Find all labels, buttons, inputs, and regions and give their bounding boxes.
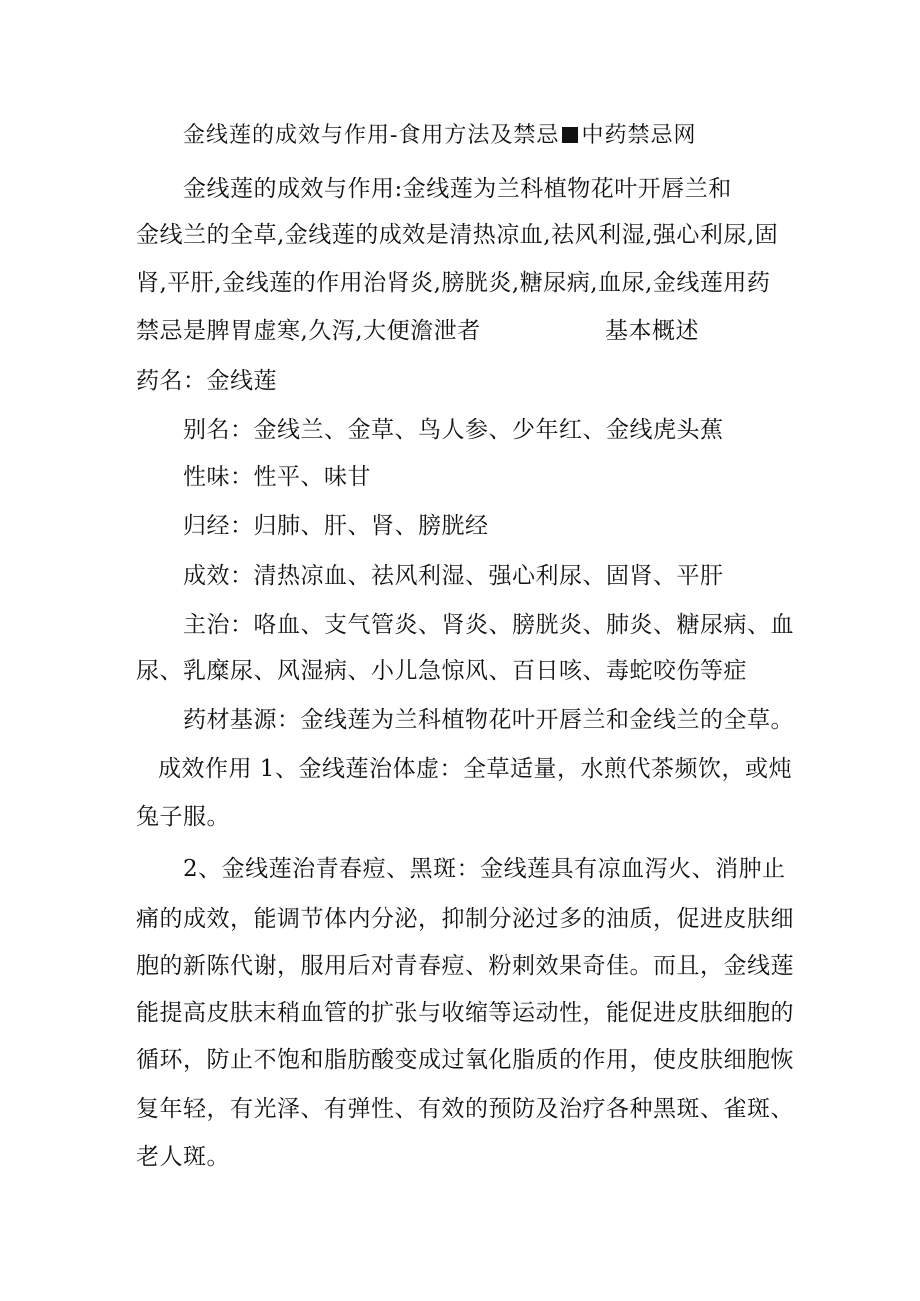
intro-line-3: 肾,平肝,金线莲的作用治肾炎,膀胱炎,糖尿病,血尿,金线莲用药 [136,270,771,296]
effect2-line-7: 老人斑。 [136,1144,230,1170]
effect1-line-2: 兔子服。 [136,804,230,830]
indications-line-2: 尿、乳糜尿、风湿病、小儿急惊风、百日咳、毒蛇咬伤等症 [136,658,747,684]
title-text-after: 中药禁忌网 [581,123,697,148]
effect1-line-1: 成效作用 1、金线莲治体虚：全草适量，水煎代茶频饮，或炖 [158,756,792,782]
indications-line-1: 主治：咯血、支气管炎、肾炎、膀胱炎、肺炎、糖尿病、血 [183,612,794,638]
effect2-line-6: 复年轻，有光泽、有弹性、有效的预防及治疗各种黑斑、雀斑、 [136,1096,794,1122]
intro-line-2: 金线兰的全草,金线莲的成效是清热凉血,祛风利湿,强心利尿,固 [136,222,779,248]
nature-taste: 性味：性平、味甘 [183,464,371,490]
overview-heading: 基本概述 [605,318,699,344]
intro-line-1: 金线莲的成效与作用:金线莲为兰科植物花叶开唇兰和 [183,176,732,202]
effect2-line-4: 能提高皮肤末稍血管的扩张与收缩等运动性，能促进皮肤细胞的 [136,1000,794,1026]
efficacy: 成效：清热凉血、祛风利湿、强心利尿、固肾、平肝 [183,563,724,589]
effect2-line-2: 痛的成效，能调节体内分泌，抑制分泌过多的油质，促进皮肤细 [136,906,794,932]
effect2-line-5: 循环，防止不饱和脂肪酸变成过氧化脂质的作用，使皮肤细胞恢 [136,1047,794,1073]
meridian: 归经：归肺、肝、肾、膀胱经 [183,513,489,539]
document-title [183,121,696,151]
effect2-line-1: 2、金线莲治青春痘、黑斑：金线莲具有凉血泻火、消肿止 [183,856,786,882]
alias: 别名：金线兰、金草、鸟人参、少年红、金线虎头蕉 [183,417,724,443]
drug-name: 药名：金线莲 [136,368,277,394]
source-text: 药材基源：金线莲为兰科植物花叶开唇兰和金线兰的全草。 [183,707,794,733]
effect2-line-3: 胞的新陈代谢，服用后对青春痘、粉刺效果奇佳。而且，金线莲 [136,953,794,979]
black-square-icon [562,127,578,143]
intro-line-4: 禁忌是脾胃虚寒,久泻,大便澹泄者 [136,318,481,344]
title-text-before: 金线莲的成效与作用-食用方法及禁忌 [183,123,560,148]
